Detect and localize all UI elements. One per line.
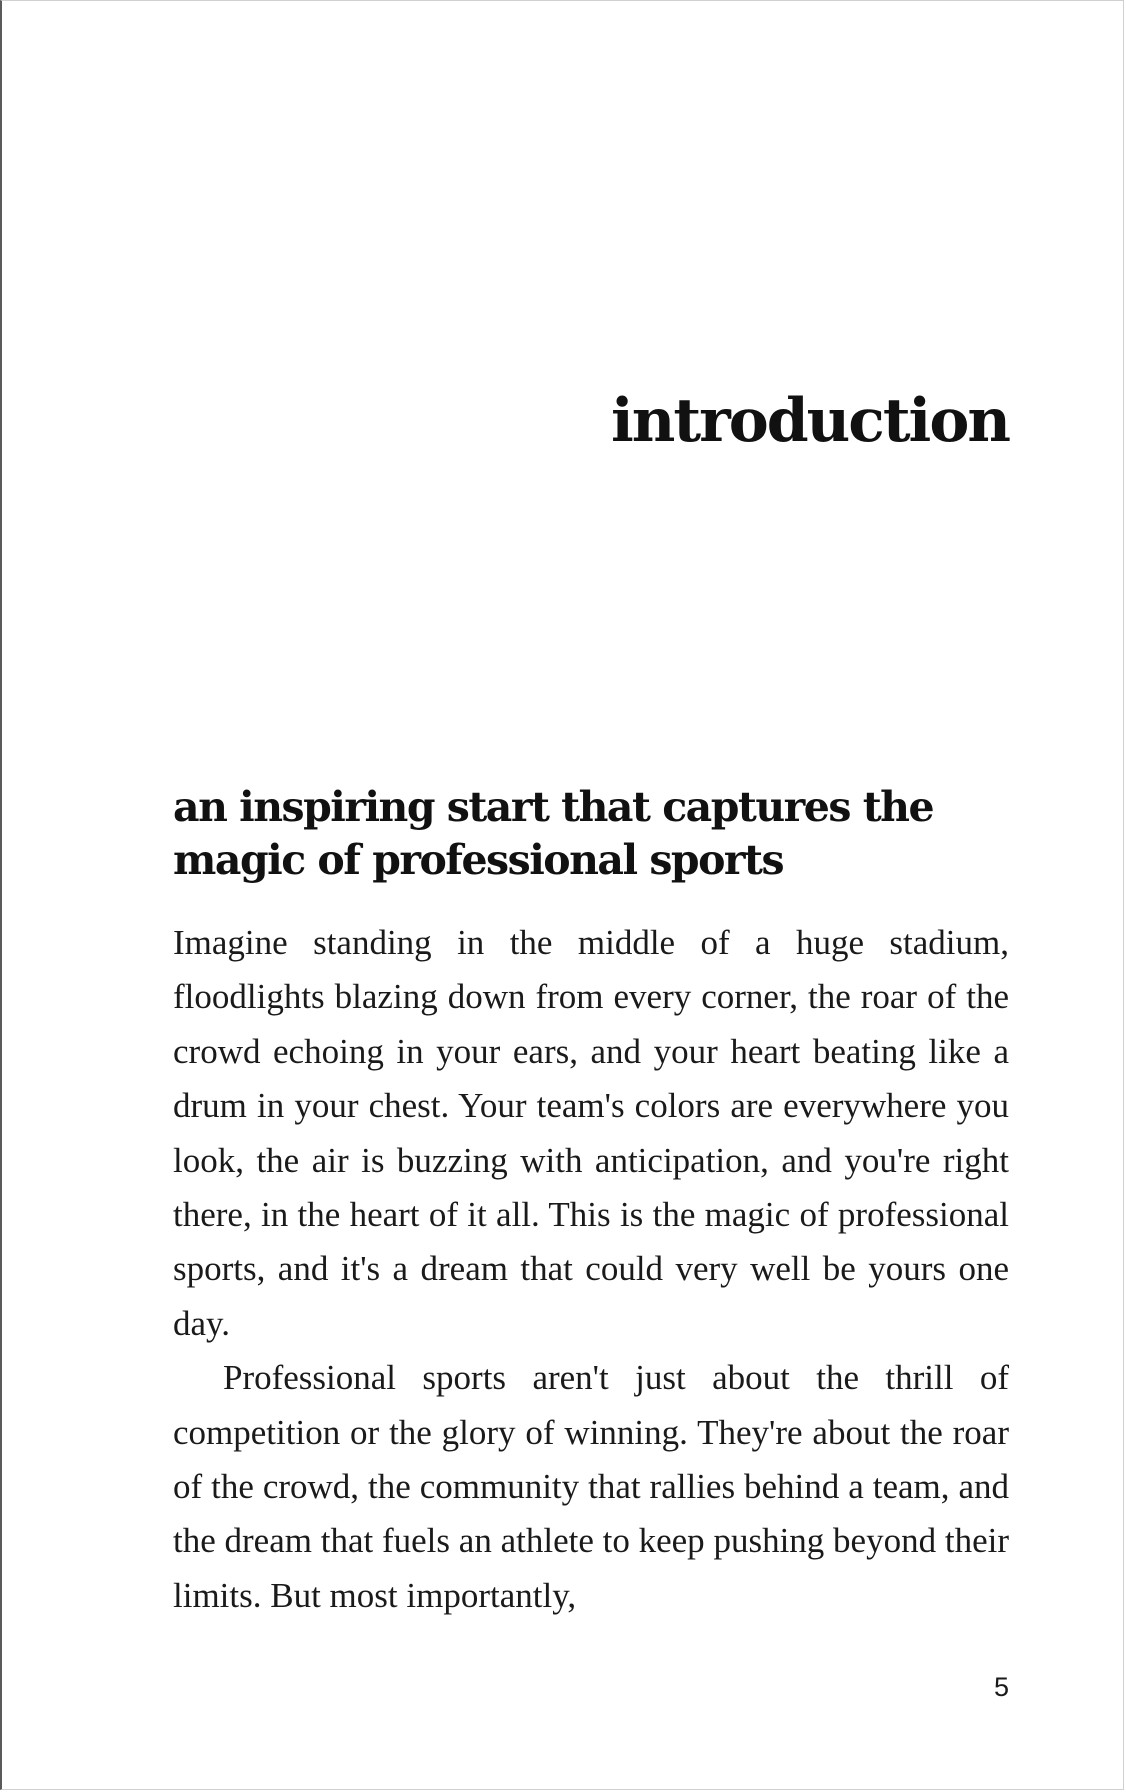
paragraph-1: Imagine standing in the middle of a huge stadium, floodlights blazing down from every corner, the roar of the crowd echoing in your ears, and your heart beating like a drum in your chest. Your team's colors are everywhere you look, the air is buzzing with anticipation, and you're right there, in the heart of it all. This is the magic of professional sports, and it's a dream that could very well be yours one day. (173, 923, 1009, 1343)
chapter-title: introduction (610, 386, 1009, 456)
body-text (173, 916, 1009, 1623)
paragraph-2: Professional sports aren't just about the thrill of competition or the glory of winning. They're about the roar of the crowd, the community that rallies behind a team, and the dream that fuels an athlete to keep pushing beyond their limits. But most importantly, (173, 1358, 1009, 1615)
section-heading: an inspiring start that captures the magic of professional sports (173, 783, 934, 884)
page-number: 5 (993, 1672, 1009, 1702)
